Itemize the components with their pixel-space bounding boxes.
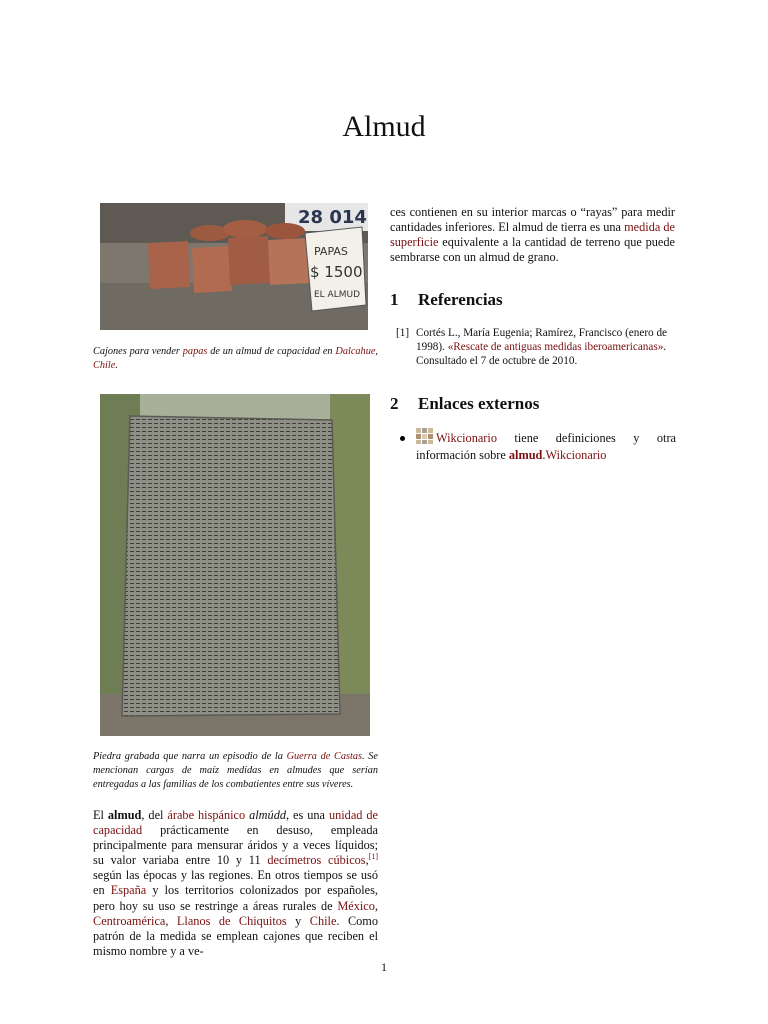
link-centroamerica[interactable]: Centroamérica xyxy=(93,913,166,928)
engraved-stone-illustration xyxy=(100,394,370,736)
almud-boxes-photo xyxy=(100,203,368,330)
link-medida-de-superficie[interactable]: medida de superficie xyxy=(390,220,676,250)
link-decimetros-cubicos[interactable]: decímetros cúbicos xyxy=(267,853,366,868)
section-heading-referencias: 1 Referencias xyxy=(390,290,503,309)
link-llanos-de-chiquitos[interactable]: Llanos de Chiquitos xyxy=(176,913,287,928)
backdrop-text: 28 014 xyxy=(298,207,367,228)
link-espana[interactable]: España xyxy=(110,883,147,898)
link-almud-wikcionario[interactable]: almud xyxy=(508,448,543,463)
link-wikcionario[interactable]: Wikcionario xyxy=(436,431,497,445)
sign-line-2: $ 1500 xyxy=(310,263,363,281)
bullet-icon xyxy=(400,436,405,441)
link-rescate-medidas[interactable]: «Rescate de antiguas medidas iberoamericanas» xyxy=(447,341,664,353)
term-almud: almud xyxy=(107,808,142,822)
link-wikcionario-2[interactable]: Wikcionario xyxy=(545,448,607,463)
link-arabe-hispanico[interactable]: árabe hispánico xyxy=(167,808,246,822)
link-mexico[interactable]: México xyxy=(337,898,375,913)
reference-item: [1] Cortés L., María Eugenia; Ramírez, Francisco (enero de 1998). «Rescate de antiguas medidas iberoamericanas». Consultado el 7 de octubre de 2010. xyxy=(396,327,668,367)
engraved-stone-photo xyxy=(100,394,370,736)
link-dalcahue[interactable]: Dalcahue xyxy=(335,346,376,357)
section-heading-enlaces-externos: 2 Enlaces externos xyxy=(390,394,540,413)
link-papas[interactable]: papas xyxy=(182,346,208,357)
sign-line-1: PAPAS xyxy=(314,245,348,258)
link-chile[interactable]: Chile xyxy=(309,913,337,928)
article-continuation-paragraph: ces contienen en su interior marcas o “rayas” para medir cantidades inferiores. El almud de tierra es una medida de superficie equivalente a la cantidad de terreno que puede sembrarse con un almud de grano. xyxy=(390,205,676,265)
page-title: Almud xyxy=(342,110,426,143)
external-link-item: Wikcionario tiene definiciones y otra información sobre almud.Wikcionario xyxy=(402,428,676,463)
figure-2-caption: Piedra grabada que narra un episodio de la Guerra de Castas. Se mencionan cargas de maíz medidas en almudes que serían entregadas a las familias de los combatientes entre sus víveres. xyxy=(93,751,379,790)
reference-marker: [1] xyxy=(396,327,410,339)
figure-1-caption: Cajones para vender papas de un almud de capacidad en Dalcahue, Chile. xyxy=(93,346,378,371)
link-guerra-de-castas[interactable]: Guerra de Castas xyxy=(286,751,363,762)
article-intro-paragraph: El almud, del árabe hispánico almúdd, es una unidad de capacidad prácticamente en desuso, empleada principalmente para mensurar áridos y a veces líquidos; su valor variaba entre 10 y 11 decímetros cúbicos,[1] según las épocas y las regiones. En otros tiempos se usó en España y los territorios colonizados por españoles, pero hoy su uso se restringe a áreas rurales de México, Centroamérica, Llanos de Chiquitos y Chile. Como patrón de la medida se emplean cajones que reciben el mismo nombre y a ve- xyxy=(93,808,379,958)
wiktionary-icon xyxy=(416,428,433,448)
almud-boxes-illustration xyxy=(100,203,368,330)
link-chile-caption[interactable]: Chile xyxy=(93,360,116,371)
sign-line-3: EL ALMUD xyxy=(314,290,361,300)
citation-1[interactable]: [1] xyxy=(368,852,378,862)
page-number: 1 xyxy=(381,960,387,974)
link-unidad-de-capacidad[interactable]: unidad de capacidad xyxy=(93,808,379,838)
